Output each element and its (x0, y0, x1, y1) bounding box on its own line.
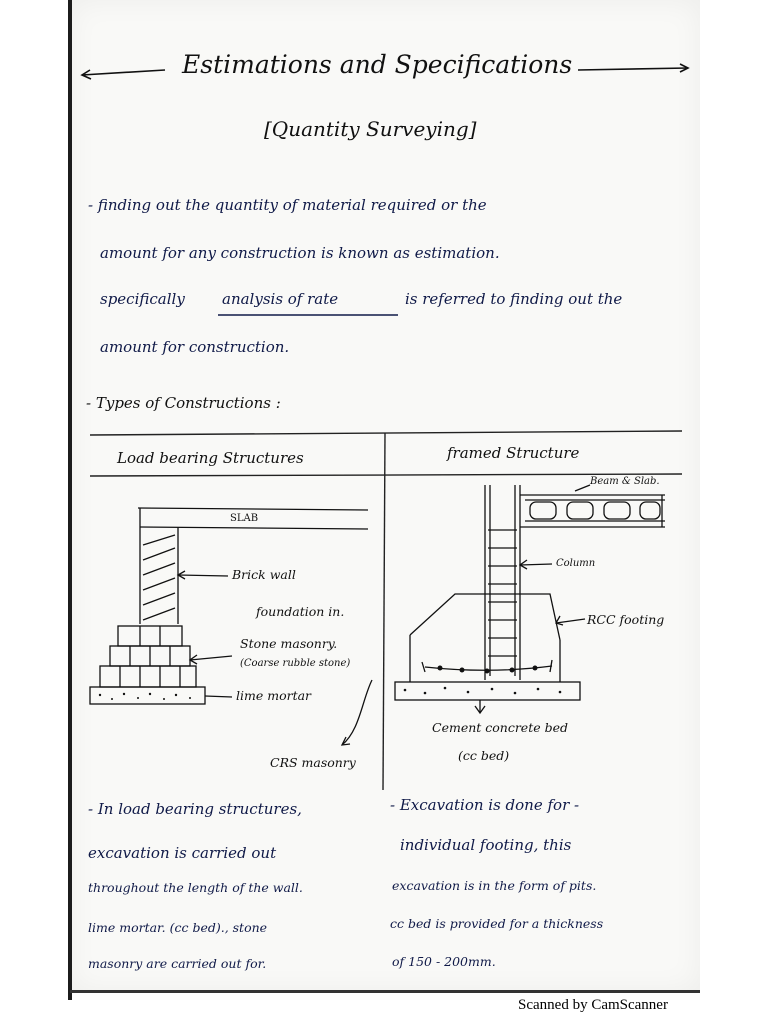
definition-line-3-end: is referred to finding out the (405, 290, 623, 308)
page-title: Estimations and Specifications (182, 50, 573, 79)
fs-note-line-4: cc bed is provided for a thickness (390, 916, 604, 931)
label-column: Column (556, 558, 596, 569)
definition-line-1: - finding out the quantity of material required or the (88, 196, 487, 214)
label-lime-mortar: lime mortar (236, 688, 312, 703)
label-stone-masonry: Stone masonry. (240, 636, 338, 651)
fs-note-line-2: individual footing, this (400, 836, 572, 854)
label-slab: SLAB (230, 513, 259, 524)
title-right-arrow (578, 64, 688, 72)
label-brick-wall: Brick wall (232, 567, 296, 582)
label-coarse-rubble: (Coarse rubble stone) (240, 658, 351, 669)
label-rcc-footing: RCC footing (587, 612, 665, 627)
col-header-framed: framed Structure (447, 444, 580, 462)
definition-line-3-start: specifically (100, 290, 185, 308)
page-subtitle: [Quantity Surveying] (264, 117, 477, 141)
lb-note-line-2: excavation is carried out (88, 844, 277, 862)
definition-line-2: amount for any construction is known as estimation. (100, 244, 500, 262)
fs-note-line-3: excavation is in the form of pits. (392, 878, 597, 893)
definition-line-4: amount for construction. (100, 338, 290, 356)
scanner-watermark: Scanned by CamScanner (518, 997, 668, 1013)
lb-note-line-5: masonry are carried out for. (88, 956, 267, 971)
label-cc-bed-abbrev: (cc bed) (458, 748, 510, 763)
label-crs-masonry: CRS masonry (270, 755, 356, 770)
framed-structure-diagram (395, 485, 665, 713)
lb-note-line-3: throughout the length of the wall. (88, 880, 303, 895)
lime-mortar-dots (99, 693, 191, 700)
lb-note-line-4: lime mortar. (cc bed)., stone (88, 920, 268, 935)
types-heading: - Types of Constructions : (86, 394, 281, 412)
label-foundation: foundation in. (256, 604, 345, 619)
label-cc-bed: Cement concrete bed (432, 720, 569, 735)
cc-bed-dots (404, 687, 562, 695)
title-left-arrow (82, 70, 165, 79)
definition-line-3-underlined: analysis of rate (222, 290, 339, 308)
col-header-load-bearing: Load bearing Structures (117, 449, 304, 467)
fs-note-line-5: of 150 - 200mm. (392, 954, 496, 969)
lb-note-line-1: - In load bearing structures, (88, 800, 302, 818)
label-beam-slab: Beam & Slab. (590, 476, 660, 487)
fs-note-line-1: - Excavation is done for - (390, 796, 580, 814)
load-bearing-diagram (90, 508, 372, 745)
